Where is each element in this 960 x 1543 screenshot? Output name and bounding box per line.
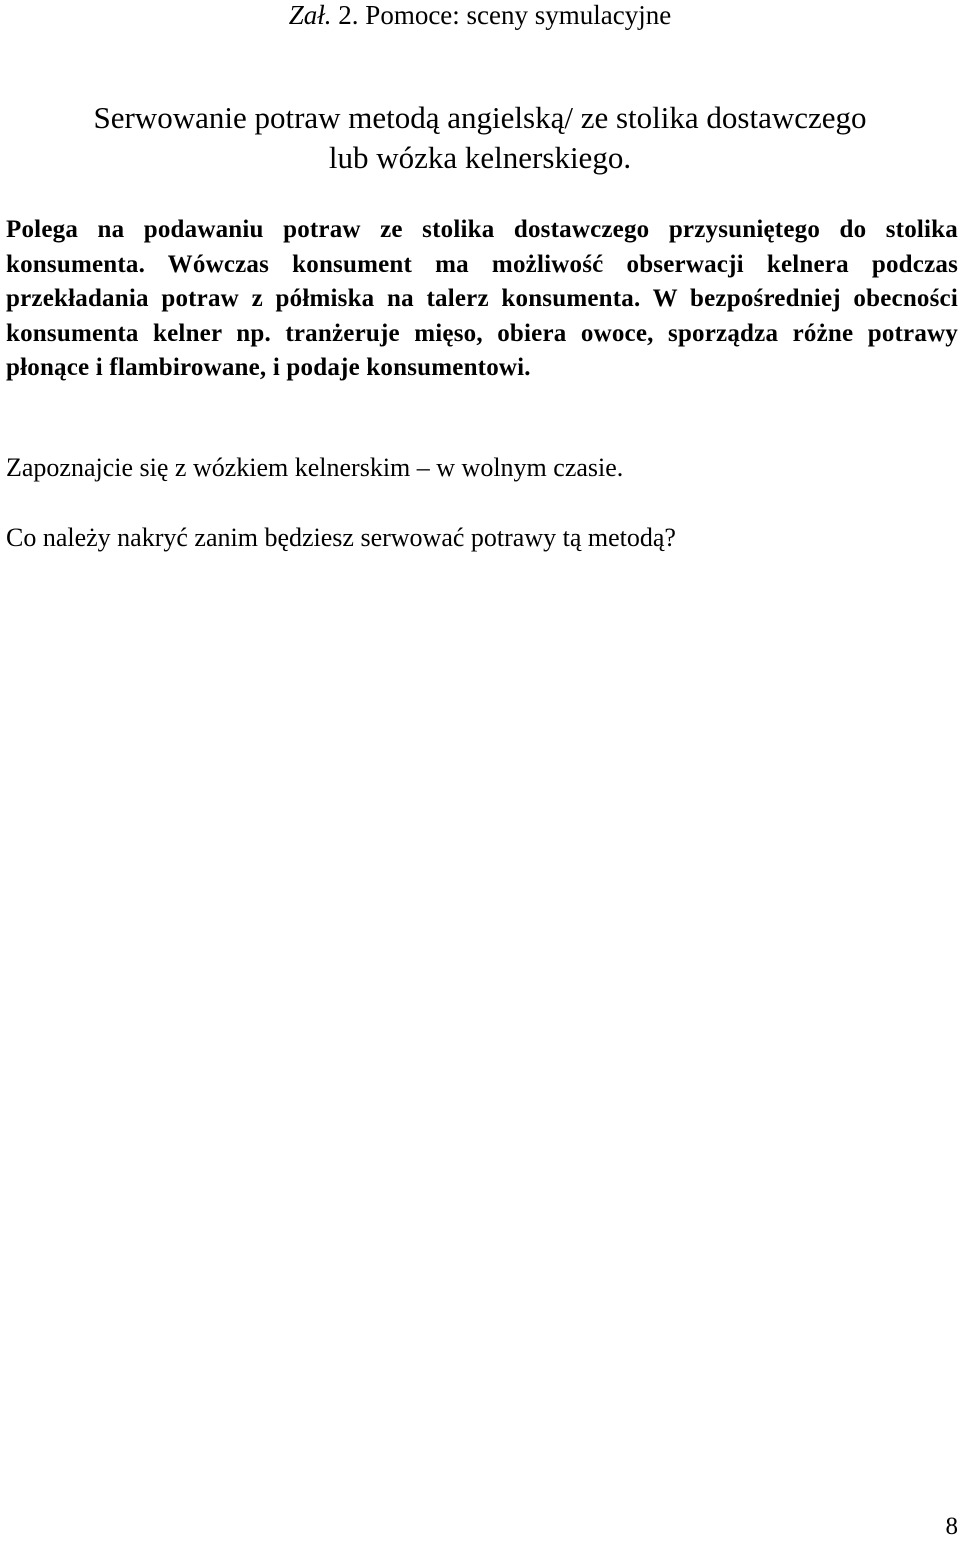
section-title [0, 98, 960, 178]
attachment-label: Zał. [288, 0, 332, 30]
section-title-line-1: Serwowanie potraw metodą angielską/ ze stolika dostawczego [93, 100, 867, 135]
attachment-header [0, 0, 960, 30]
question-text: Co należy nakryć zanim będziesz serwować potrawy tą metodą? [6, 523, 676, 552]
description-paragraph: Polega na podawaniu potraw ze stolika dostawczego przysuniętego do stolika konsumenta. Wówczas konsument ma możliwość obserwacji kelnera podczas przekładania potraw z półmiska na talerz konsumenta. W bezpośredniej obecności konsumenta kelner np. tranżeruje mięso, obiera owoce, sporządza różne potrawy płonące i flambirowane, i podaje konsumentowi. [6, 216, 958, 381]
attachment-title: 2. Pomoce: sceny symulacyjne [331, 0, 672, 30]
section-title-line-2: lub wózka kelnerskiego. [328, 140, 632, 175]
page-number: 8 [945, 1513, 958, 1540]
instruction-text: Zapoznajcie się z wózkiem kelnerskim – w wolnym czasie. [6, 453, 624, 482]
